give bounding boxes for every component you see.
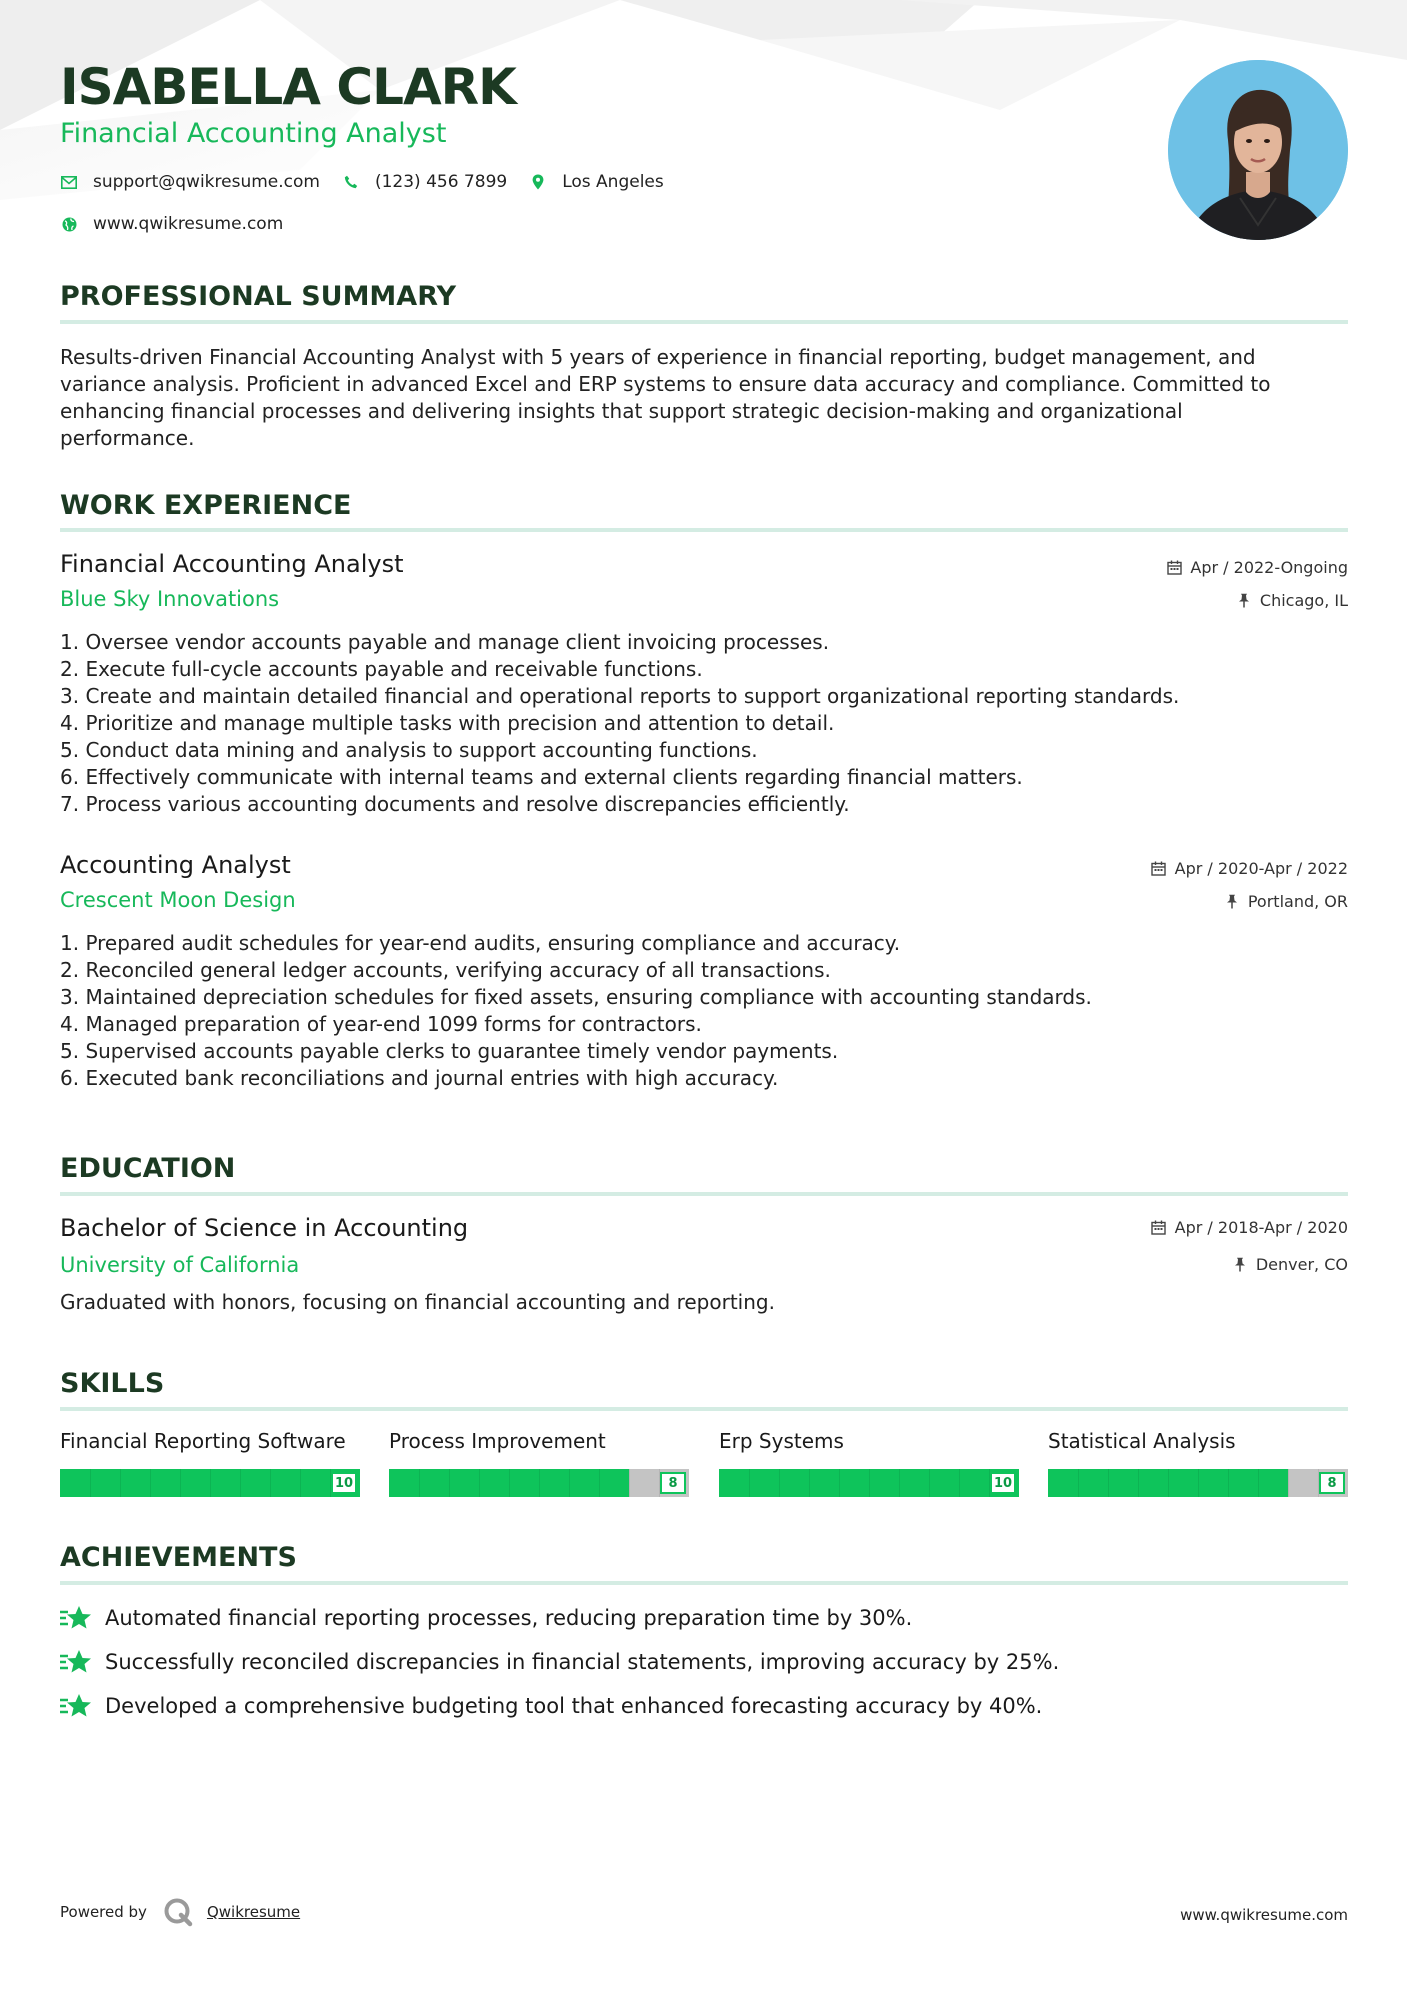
section-divider [60, 1581, 1348, 1585]
skill-item [1048, 1429, 1348, 1497]
skill-bar-segment [989, 1469, 990, 1497]
job-location-text: Portland, OR [1247, 892, 1348, 911]
website-row [60, 214, 305, 234]
summary-line: performance. [60, 426, 195, 450]
list-item: 1. Prepared audit schedules for year-end audits, ensuring compliance and accuracy. [60, 931, 901, 955]
star-badge-icon [60, 1648, 92, 1676]
summary-line: variance analysis. Proficient in advanced Excel and ERP systems to ensure data accuracy and compliance. Committed to [60, 372, 1271, 396]
skill-item [719, 1429, 1019, 1497]
section-divider [60, 1407, 1348, 1411]
brand-link[interactable]: Qwikresume [206, 1903, 301, 1921]
skill-bar-segment [1198, 1469, 1199, 1497]
skill-bar-segment [150, 1469, 151, 1497]
pin-icon [1224, 894, 1240, 910]
list-item: 5. Supervised accounts payable clerks to guarantee timely vendor payments. [60, 1039, 839, 1063]
education-location-text: Denver, CO [1255, 1255, 1348, 1274]
skill-name: Erp Systems [719, 1429, 844, 1453]
section-divider [60, 1192, 1348, 1196]
candidate-title: Financial Accounting Analyst [60, 118, 447, 149]
degree-title: Bachelor of Science in Accounting [60, 1214, 469, 1242]
skill-level: 8 [660, 1472, 686, 1494]
summary-text [60, 344, 1348, 452]
skill-bar-segment [629, 1469, 630, 1497]
education-dates [1151, 1218, 1348, 1237]
skill-bar-segment [569, 1469, 570, 1497]
list-item: 6. Executed bank reconciliations and journal entries with high accuracy. [60, 1066, 779, 1090]
skill-bar-segment [779, 1469, 780, 1497]
contact-row [60, 172, 686, 192]
powered-by-label: Powered by [60, 1903, 147, 1921]
skill-bar [1048, 1469, 1348, 1497]
job-title: Financial Accounting Analyst [60, 550, 404, 578]
skill-bar [60, 1469, 360, 1497]
skill-bar-segment [120, 1469, 121, 1497]
skill-bar-segment [1078, 1469, 1079, 1497]
skill-bar [719, 1469, 1019, 1497]
mail-icon [60, 173, 78, 191]
qwikresume-logo-icon [163, 1897, 193, 1927]
job-dates [1151, 859, 1348, 878]
pin-icon [1236, 593, 1252, 609]
job-location [1236, 591, 1348, 610]
achievement-text: Developed a comprehensive budgeting tool that enhanced forecasting accuracy by 40%. [105, 1694, 1043, 1718]
calendar-icon [1151, 861, 1167, 877]
list-item: 7. Process various accounting documents and resolve discrepancies efficiently. [60, 792, 850, 816]
skill-bar-segment [479, 1469, 480, 1497]
job-title: Accounting Analyst [60, 851, 291, 879]
education-dates-text: Apr / 2018-Apr / 2020 [1174, 1218, 1348, 1237]
school-name: University of California [60, 1253, 300, 1277]
skill-name: Process Improvement [389, 1429, 606, 1453]
job-location [1224, 892, 1348, 911]
skill-bar-segment [659, 1469, 660, 1497]
skill-bar-segment [270, 1469, 271, 1497]
summary-heading: PROFESSIONAL SUMMARY [60, 281, 457, 312]
education-note: Graduated with honors, focusing on financial accounting and reporting. [60, 1290, 775, 1314]
skill-bar-segment [449, 1469, 450, 1497]
job-company: Crescent Moon Design [60, 888, 296, 912]
skill-level: 10 [990, 1472, 1016, 1494]
education-location [1232, 1255, 1348, 1274]
list-item: 3. Create and maintain detailed financial and operational reports to support organizational reporting standards. [60, 684, 1180, 708]
phone-text: (123) 456 7899 [374, 172, 508, 192]
skill-bar-segment [839, 1469, 840, 1497]
footer-url[interactable]: www.qwikresume.com [1180, 1906, 1348, 1924]
section-divider [60, 320, 1348, 324]
section-divider [60, 528, 1348, 532]
skill-bar-segment [959, 1469, 960, 1497]
website-text: www.qwikresume.com [93, 214, 284, 234]
skill-level: 8 [1319, 1472, 1345, 1494]
skill-bar-segment [509, 1469, 510, 1497]
location-text: Los Angeles [562, 172, 664, 192]
footer-powered-by [60, 1897, 300, 1927]
list-item: 5. Conduct data mining and analysis to support accounting functions. [60, 738, 758, 762]
skill-bar-segment [749, 1469, 750, 1497]
job-dates-text: Apr / 2022-Ongoing [1190, 558, 1348, 577]
skill-bar-segment [300, 1469, 301, 1497]
skill-bar-segment [1138, 1469, 1139, 1497]
calendar-icon [1166, 560, 1182, 576]
skill-bar-segment [419, 1469, 420, 1497]
list-item: 1. Oversee vendor accounts payable and manage client invoicing processes. [60, 630, 830, 654]
skill-bar-segment [1228, 1469, 1229, 1497]
summary-line: Results-driven Financial Accounting Analyst with 5 years of experience in financial reporting, budget management, and [60, 345, 1256, 369]
phone-icon [342, 173, 360, 191]
pin-icon [1232, 1257, 1248, 1273]
star-badge-icon [60, 1692, 92, 1720]
job-location-text: Chicago, IL [1259, 591, 1348, 610]
achievement-text: Successfully reconciled discrepancies in financial statements, improving accuracy by 25%. [105, 1650, 1060, 1674]
skills-heading: SKILLS [60, 1368, 165, 1399]
skill-level: 10 [331, 1472, 357, 1494]
list-item: 3. Maintained depreciation schedules for fixed assets, ensuring compliance with accounting standards. [60, 985, 1092, 1009]
skill-bar-segment [1168, 1469, 1169, 1497]
skill-bar-segment [1288, 1469, 1289, 1497]
list-item: 2. Reconciled general ledger accounts, verifying accuracy of all transactions. [60, 958, 831, 982]
achievement-text: Automated financial reporting processes, reducing preparation time by 30%. [105, 1606, 913, 1630]
email-text: support@qwikresume.com [93, 172, 320, 192]
skill-bar-segment [899, 1469, 900, 1497]
skill-bar-segment [869, 1469, 870, 1497]
email-item[interactable] [60, 172, 320, 192]
job-bullets [60, 930, 1348, 1092]
achievement-item [60, 1604, 912, 1632]
list-item: 4. Prioritize and manage multiple tasks with precision and attention to detail. [60, 711, 835, 735]
list-item: 6. Effectively communicate with internal teams and external clients regarding financial matters. [60, 765, 1023, 789]
skill-bar-segment [90, 1469, 91, 1497]
achievement-item [60, 1648, 1059, 1676]
experience-heading: WORK EXPERIENCE [60, 490, 352, 521]
job-company: Blue Sky Innovations [60, 587, 280, 611]
skill-bar-segment [210, 1469, 211, 1497]
job-dates-text: Apr / 2020-Apr / 2022 [1174, 859, 1348, 878]
skill-bar-segment [1108, 1469, 1109, 1497]
skill-item [389, 1429, 689, 1497]
summary-line: enhancing financial processes and delivering insights that support strategic decision-making and organizational [60, 399, 1183, 423]
star-badge-icon [60, 1604, 92, 1632]
skill-bar-segment [180, 1469, 181, 1497]
achievements-heading: ACHIEVEMENTS [60, 1542, 297, 1573]
skill-bar-segment [330, 1469, 331, 1497]
skill-bar-segment [599, 1469, 600, 1497]
skill-bar [389, 1469, 689, 1497]
education-heading: EDUCATION [60, 1153, 236, 1184]
location-item [529, 172, 664, 192]
achievement-item [60, 1692, 1042, 1720]
calendar-icon [1151, 1220, 1167, 1236]
globe-icon [60, 215, 78, 233]
skill-name: Financial Reporting Software [60, 1429, 346, 1453]
skill-item [60, 1429, 360, 1497]
skill-bar-segment [240, 1469, 241, 1497]
skill-name: Statistical Analysis [1048, 1429, 1236, 1453]
skill-bar-segment [539, 1469, 540, 1497]
candidate-name: ISABELLA CLARK [60, 58, 516, 116]
profile-photo [1168, 60, 1348, 240]
skill-bar-segment [1318, 1469, 1319, 1497]
job-bullets [60, 629, 1348, 818]
phone-item[interactable] [342, 172, 507, 192]
skill-bar-segment [809, 1469, 810, 1497]
map-pin-icon [529, 173, 547, 191]
list-item: 4. Managed preparation of year-end 1099 forms for contractors. [60, 1012, 702, 1036]
job-dates [1166, 558, 1348, 577]
skill-bar-segment [1258, 1469, 1259, 1497]
skill-bar-segment [929, 1469, 930, 1497]
list-item: 2. Execute full-cycle accounts payable and receivable functions. [60, 657, 703, 681]
website-item[interactable] [60, 214, 283, 234]
